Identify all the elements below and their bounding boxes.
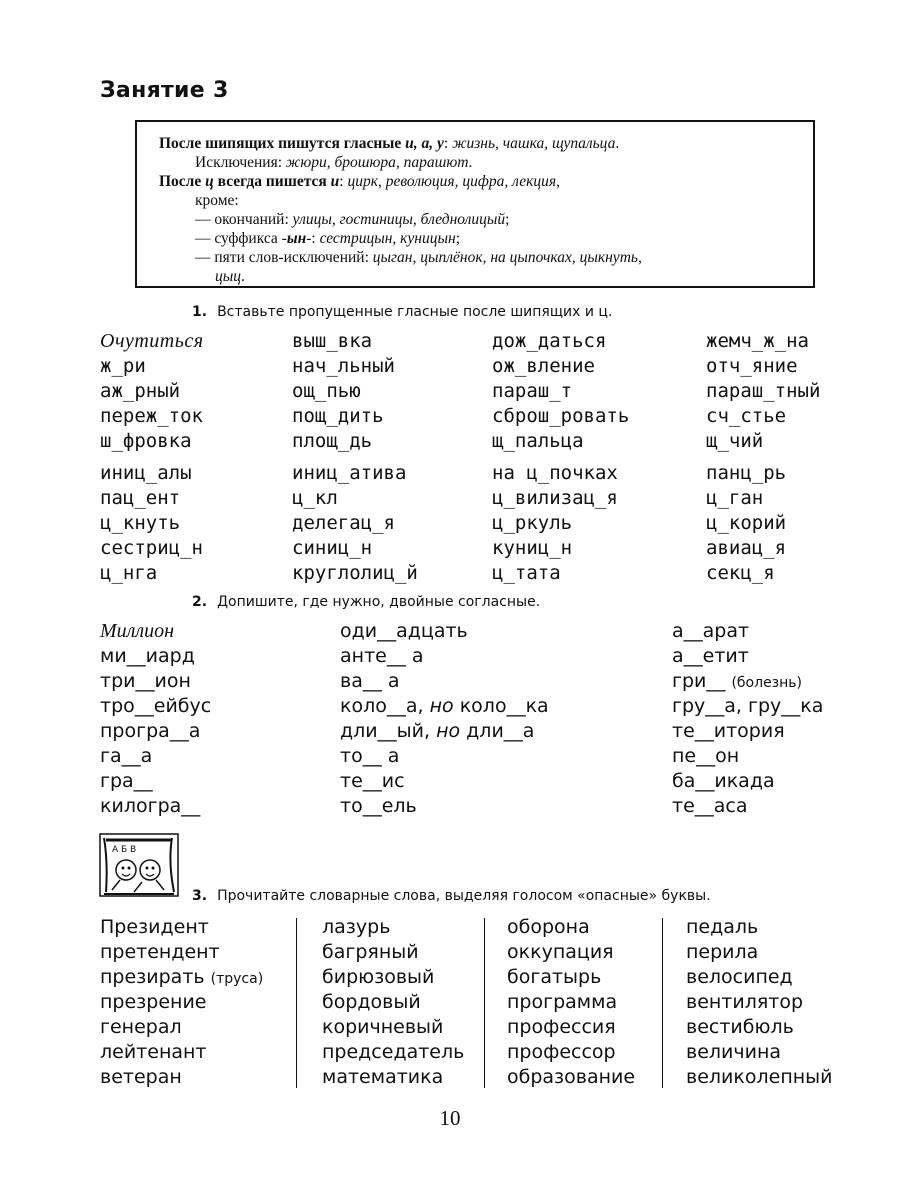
task-1-word: на ц_почках xyxy=(492,462,618,484)
task-3-word xyxy=(507,916,590,938)
task-3-word xyxy=(686,916,758,938)
rule-examples: цыц xyxy=(215,268,241,285)
column-divider xyxy=(484,918,485,1088)
task-3-word-text: перила xyxy=(686,941,759,963)
task-2-word: килогра__ xyxy=(100,795,201,817)
task-2-word: оди__адцать xyxy=(340,620,468,642)
task-3-note: (труса) xyxy=(210,971,264,987)
task-1-word: ож_вление xyxy=(492,355,595,377)
task-text: Вставьте пропущенные гласные после шипящих и ц. xyxy=(217,304,613,320)
task-3-word-text: велосипед xyxy=(686,966,793,988)
rule-letters: и, а, у xyxy=(405,135,444,152)
task-1-word: отч_яние xyxy=(706,355,798,377)
task-3-word xyxy=(322,991,421,1013)
rule-text: ; xyxy=(505,211,510,228)
task-2-word: дли__ый, xyxy=(340,720,431,742)
task-1-word: ц_кнуть xyxy=(100,512,181,534)
task-3-word-text: презирать xyxy=(100,966,205,988)
task-1-word: ц_нга xyxy=(100,562,158,584)
task-2-word: тро__ейбус xyxy=(100,695,212,717)
column-divider xyxy=(662,918,663,1088)
task-1-word: синиц_н xyxy=(292,537,373,559)
task-1-word: аж_рный xyxy=(100,380,181,402)
task-1-word: пощ_дить xyxy=(292,405,384,427)
task-3-word xyxy=(100,1016,182,1038)
task-2-word: ми__иард xyxy=(100,645,195,667)
task-1-word: переж_ток xyxy=(100,405,203,427)
task-1-word: ц_вилизац_я xyxy=(492,487,618,509)
task-3-word xyxy=(100,966,263,988)
task-1-word: ц_ркуль xyxy=(492,512,573,534)
task-2-word: анте__ а xyxy=(340,645,424,667)
rule-text: . xyxy=(615,135,620,152)
task-2-word xyxy=(340,720,534,742)
task-3-word-text: коричневый xyxy=(322,1016,444,1038)
task-1-word: нач_льный xyxy=(292,355,395,377)
task-1-word: параш_тный xyxy=(706,380,821,402)
task-2-instruction xyxy=(192,594,540,610)
task-2-word: гри__ xyxy=(672,670,726,692)
rule-examples: сестрицын, куницын xyxy=(319,230,456,247)
rule-examples: цыган, цыплёнок, на цыпочках, цыкнуть, xyxy=(372,249,642,266)
task-3-word xyxy=(100,916,209,938)
task-3-word-text: программа xyxy=(507,991,618,1013)
task-3-word-text: оборона xyxy=(507,916,590,938)
task-1-word: иниц_атива xyxy=(292,462,407,484)
lesson-title: Занятие 3 xyxy=(100,78,229,103)
rule-text: — окончаний: xyxy=(195,211,293,228)
task-3-word-text: лейтенант xyxy=(100,1041,207,1063)
task-2-word: то__ель xyxy=(340,795,417,817)
task-2-word: дли__а xyxy=(466,720,535,742)
rule-line-1 xyxy=(159,134,793,153)
task-1-word: дож_даться xyxy=(492,330,607,352)
task-1-word: делегац_я xyxy=(292,512,395,534)
task-3-word-text: педаль xyxy=(686,916,759,938)
rule-text: После xyxy=(159,173,206,190)
task-2-but-word: но xyxy=(436,720,461,742)
task-3-word xyxy=(100,1066,182,1088)
task-3-word xyxy=(507,1041,616,1063)
rule-line-3 xyxy=(159,172,793,191)
rule-letters: ын xyxy=(286,230,307,247)
task-3-word xyxy=(322,966,434,988)
task-3-word-text: презрение xyxy=(100,991,207,1013)
rule-text: . xyxy=(241,268,245,285)
task-2-word: га__а xyxy=(100,745,153,767)
task-1-word: ощ_пью xyxy=(292,380,361,402)
task-1-word: жемч_ж_на xyxy=(706,330,809,352)
task-2-but-word: но xyxy=(429,695,454,717)
task-3-word xyxy=(322,1016,443,1038)
task-3-word-text: математика xyxy=(322,1066,444,1088)
rule-text: — суффикса - xyxy=(195,230,287,247)
rule-box xyxy=(135,120,815,288)
task-2-word xyxy=(340,695,549,717)
task-2-note: (болезнь) xyxy=(731,675,802,691)
task-2-word: коло__ка xyxy=(459,695,549,717)
rule-text: всегда пишется xyxy=(213,173,331,190)
task-1-word: щ_чий xyxy=(706,430,764,452)
task-3-word xyxy=(686,941,758,963)
task-3-word-text: претендент xyxy=(100,941,220,963)
task-3-word-text: вентилятор xyxy=(686,991,804,1013)
rule-examples: улицы, гостиницы, бледнолицый xyxy=(292,211,506,228)
svg-text:А Б В: А Б В xyxy=(112,845,137,855)
rule-line-2 xyxy=(159,153,793,172)
task-2-word: то__ а xyxy=(340,745,400,767)
task-1-word: ж_ри xyxy=(100,355,146,377)
task-text: Допишите, где нужно, двойные согласные. xyxy=(217,594,541,610)
rule-examples: цирк, революция, цифра, лекция xyxy=(347,173,557,190)
rule-text: — пяти слов-исключений: xyxy=(195,249,373,266)
rule-examples: жизнь, чашка, щупальца xyxy=(452,135,616,152)
task-3-word xyxy=(322,916,390,938)
rule-letters: и xyxy=(330,173,340,190)
task-2-word: коло__а, xyxy=(340,695,424,717)
task-1-instruction xyxy=(192,304,612,320)
rule-text: ; xyxy=(455,230,460,247)
task-3-word xyxy=(322,941,419,963)
task-1-word: сброш_ровать xyxy=(492,405,630,427)
task-3-word xyxy=(322,1041,464,1063)
rule-text: , xyxy=(556,173,560,190)
task-2-word: гру__а, гру__ка xyxy=(672,695,824,717)
rule-line-8 xyxy=(159,267,793,286)
task-1-word: куниц_н xyxy=(492,537,573,559)
rule-line-7 xyxy=(159,248,793,267)
task-3-instruction xyxy=(192,888,711,904)
task-2-word: те__ис xyxy=(340,770,405,792)
task-3-word-text: богатырь xyxy=(507,966,602,988)
task-2-word: програ__а xyxy=(100,720,201,742)
task-1-word: ш_фровка xyxy=(100,430,192,452)
task-3-word-text: великолепный xyxy=(686,1066,833,1088)
task-1-word: пац_ент xyxy=(100,487,181,509)
task-2-word: пе__он xyxy=(672,745,740,767)
task-3-word xyxy=(100,941,220,963)
rule-line-5 xyxy=(159,210,793,229)
task-1-word: Очутиться xyxy=(100,330,204,352)
task-1-word: параш_т xyxy=(492,380,573,402)
task-3-word xyxy=(507,941,614,963)
task-1-word: выш_вка xyxy=(292,330,373,352)
task-1-word: сестриц_н xyxy=(100,537,203,559)
task-3-word xyxy=(686,1066,833,1088)
task-3-word-text: профессор xyxy=(507,1041,616,1063)
task-3-word xyxy=(686,991,803,1013)
task-3-word-text: образование xyxy=(507,1066,636,1088)
rule-text: : xyxy=(339,173,348,190)
task-1-word: ц_тата xyxy=(492,562,561,584)
task-1-word: иниц_алы xyxy=(100,462,192,484)
task-2-word: гра__ xyxy=(100,770,153,792)
task-3-word xyxy=(686,1041,781,1063)
task-3-word xyxy=(100,1041,207,1063)
task-3-word-text: бирюзовый xyxy=(322,966,435,988)
task-2-word xyxy=(672,670,802,692)
page-number: 10 xyxy=(439,1106,461,1130)
task-number: 2. xyxy=(192,594,208,610)
rule-letters: ц xyxy=(205,173,214,190)
rule-text: После шипящих пишутся гласные xyxy=(159,135,406,152)
task-3-word-text: вестибюль xyxy=(686,1016,794,1038)
rule-text: -: xyxy=(306,230,320,247)
letters-reading-picture-icon xyxy=(98,832,180,898)
task-1-word: щ_пальца xyxy=(492,430,584,452)
rule-text: : xyxy=(443,135,453,152)
task-3-word-text: лазурь xyxy=(322,916,391,938)
task-2-word: а__арат xyxy=(672,620,750,642)
task-3-word-text: бордовый xyxy=(322,991,421,1013)
task-2-word: ба__икада xyxy=(672,770,775,792)
task-2-word: те__аса xyxy=(672,795,748,817)
task-1-word: круглолиц_й xyxy=(292,562,418,584)
task-number: 3. xyxy=(192,888,208,904)
task-3-word xyxy=(686,1016,794,1038)
task-3-word xyxy=(507,1066,635,1088)
task-1-word: панц_рь xyxy=(706,462,787,484)
task-2-word: а__етит xyxy=(672,645,749,667)
rule-line-6 xyxy=(159,229,793,248)
task-3-word xyxy=(100,991,207,1013)
task-2-word: Миллион xyxy=(100,620,175,642)
task-2-word: те__итория xyxy=(672,720,785,742)
rule-line-4: кроме: xyxy=(195,192,239,209)
task-3-word xyxy=(686,966,793,988)
task-2-word: три__ион xyxy=(100,670,191,692)
task-3-word xyxy=(507,991,617,1013)
task-3-word-text: багряный xyxy=(322,941,419,963)
task-3-word-text: председатель xyxy=(322,1041,465,1063)
task-1-word: авиац_я xyxy=(706,537,787,559)
task-3-word xyxy=(322,1066,443,1088)
task-1-word: ц_ган xyxy=(706,487,764,509)
task-1-word: секц_я xyxy=(706,562,775,584)
task-3-word-text: величина xyxy=(686,1041,782,1063)
rule-text: . xyxy=(468,154,473,171)
task-text: Прочитайте словарные слова, выделяя голосом «опасные» буквы. xyxy=(217,888,711,904)
task-3-word-text: профессия xyxy=(507,1016,616,1038)
task-1-word: сч_стье xyxy=(706,405,787,427)
task-3-word xyxy=(507,1016,616,1038)
task-1-word: площ_дь xyxy=(292,430,373,452)
task-2-word: ва__ а xyxy=(340,670,400,692)
task-3-word xyxy=(507,966,601,988)
task-number: 1. xyxy=(192,304,208,320)
task-1-word: ц_кл xyxy=(292,487,338,509)
column-divider xyxy=(296,918,297,1088)
task-3-word-text: оккупация xyxy=(507,941,614,963)
rule-text: Исключения: xyxy=(195,154,286,171)
task-3-word-text: генерал xyxy=(100,1016,182,1038)
task-1-word: ц_корий xyxy=(706,512,787,534)
task-3-word-text: Президент xyxy=(100,916,209,938)
task-3-word-text: ветеран xyxy=(100,1066,182,1088)
rule-examples: жюри, брошюра, парашют xyxy=(285,154,469,171)
